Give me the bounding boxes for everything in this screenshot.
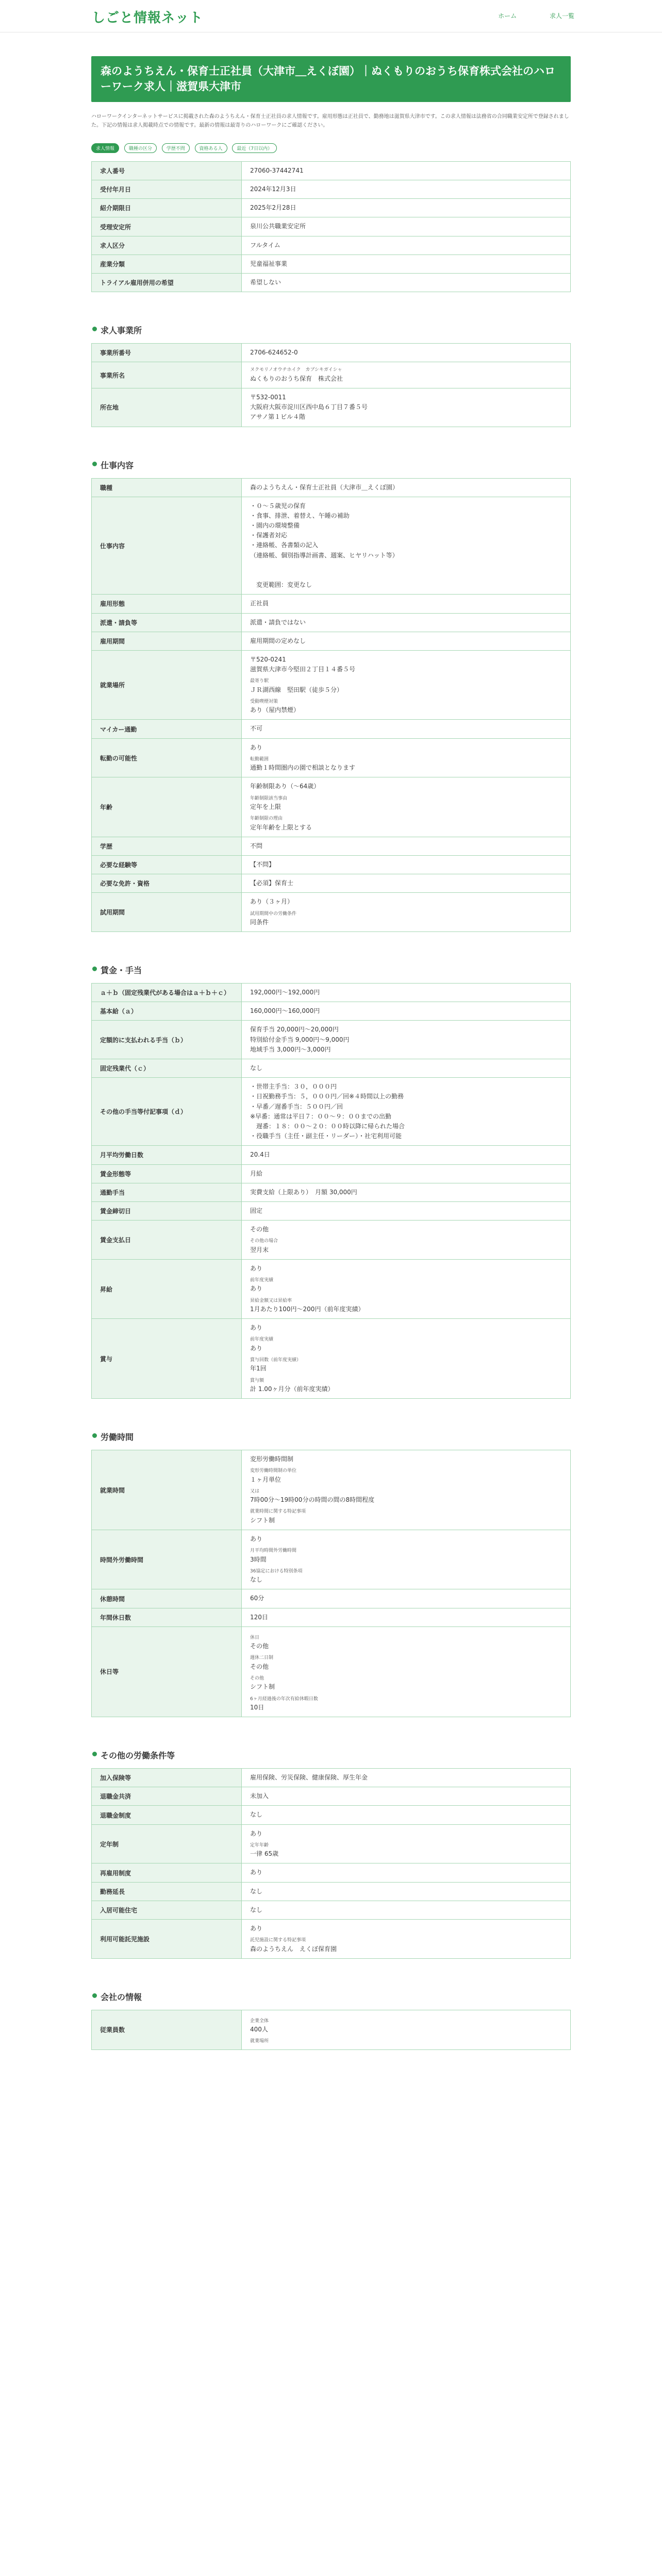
row-label: 学歴 — [92, 837, 242, 855]
row-value: 20.4日 — [250, 1151, 270, 1159]
section-title: 労働時間 — [91, 1431, 571, 1443]
nav-job-list-link[interactable]: 求人一覧 — [549, 12, 574, 20]
section-title: 仕事内容 — [91, 459, 571, 471]
row-value-cell — [242, 1002, 571, 1021]
row-label: 賃金支払日 — [92, 1221, 242, 1260]
row-value: あり — [250, 1869, 263, 1876]
row-sub-value: 定年年齢を上限とする — [250, 823, 312, 831]
section-table — [91, 2010, 571, 2050]
tag[interactable]: 職種の区分 — [124, 143, 157, 153]
row-value-cell — [242, 1824, 571, 1863]
table-row — [92, 855, 571, 874]
row-sub-value: あり — [250, 1344, 263, 1352]
table-row — [92, 1319, 571, 1399]
row-sub-value: １ヶ月単位 — [250, 1476, 282, 1483]
row-value: なし — [250, 1811, 263, 1819]
table-row — [92, 1608, 571, 1626]
table-row — [92, 1901, 571, 1919]
row-value-cell — [242, 161, 571, 180]
row-sub-value: 年1回 — [250, 1365, 267, 1372]
row-label: 賃金形態等 — [92, 1164, 242, 1183]
row-value: 〒520-0241 滋賀県大津市今堅田２丁目１４番５号 — [250, 655, 356, 673]
row-value-cell — [242, 595, 571, 613]
row-value: 192,000円〜192,000円 — [250, 989, 320, 996]
row-value: 27060-37442741 — [250, 166, 304, 174]
row-label: 転勤の可能性 — [92, 738, 242, 777]
row-value-cell — [242, 1863, 571, 1882]
row-label: 利用可能託児施設 — [92, 1919, 242, 1958]
table-row — [92, 738, 571, 777]
row-value: 森のようちえん・保育士正社員（大津市＿えくぼ園） — [250, 483, 399, 491]
section-table — [91, 343, 571, 427]
row-sub-value: その他 — [250, 1663, 269, 1670]
row-value-cell — [242, 388, 571, 427]
row-value: 年齢制限あり（～64歳） — [250, 783, 320, 790]
row-label: 定年制 — [92, 1824, 242, 1863]
row-sub-label: その他 — [250, 1675, 264, 1681]
row-sub-label: 試用期間中の労働条件 — [250, 911, 297, 917]
row-label: 勤務延長 — [92, 1882, 242, 1901]
row-label: 受理安定所 — [92, 217, 242, 236]
row-sub-value: 通勤１時間圏内の園で相談となります — [250, 764, 356, 772]
table-row — [92, 777, 571, 837]
row-value-cell — [242, 1319, 571, 1399]
table-row — [92, 1589, 571, 1608]
row-value-cell — [242, 1626, 571, 1717]
row-value-cell — [242, 1589, 571, 1608]
row-value-cell — [242, 837, 571, 855]
row-sub-label: 6ヶ月経過後の年次有給休暇日数 — [250, 1696, 318, 1702]
row-value-cell — [242, 632, 571, 650]
section-table — [91, 983, 571, 1399]
row-label: 必要な免許・資格 — [92, 874, 242, 893]
section-title: その他の労働条件等 — [91, 1749, 571, 1761]
table-row — [92, 161, 571, 180]
row-label: 産業分類 — [92, 255, 242, 273]
row-value-cell — [242, 497, 571, 595]
row-sub-value: 1月あたり100円〜200円（前年度実績） — [250, 1306, 365, 1313]
header-nav — [467, 11, 574, 20]
row-value-cell — [242, 255, 571, 273]
table-row — [92, 1059, 571, 1078]
table-row — [92, 1259, 571, 1318]
nav-home-link[interactable]: ホーム — [498, 12, 517, 20]
main-content — [91, 56, 571, 2071]
row-value-cell — [242, 236, 571, 255]
row-value-cell — [242, 893, 571, 932]
row-label: 退職金共済 — [92, 1787, 242, 1806]
row-label: マイカー通勤 — [92, 720, 242, 738]
row-value: なし — [250, 1887, 263, 1895]
row-value-cell — [242, 1078, 571, 1146]
row-label: 派遣・請負等 — [92, 613, 242, 632]
row-value-cell — [242, 1901, 571, 1919]
row-label: 就業時間 — [92, 1450, 242, 1530]
row-value: なし — [250, 1906, 263, 1913]
row-label: 休憩時間 — [92, 1589, 242, 1608]
table-row — [92, 478, 571, 497]
row-label: 定額的に支払われる手当（ｂ） — [92, 1021, 242, 1059]
section-table — [91, 1450, 571, 1717]
row-sub-value: あり — [250, 1285, 263, 1293]
table-row — [92, 893, 571, 932]
row-label: ａ＋ｂ（固定残業代がある場合はａ＋ｂ＋ｃ） — [92, 984, 242, 1002]
table-row — [92, 837, 571, 855]
row-value: 雇用保険、労災保険、健康保険、厚生年金 — [250, 1774, 368, 1782]
summary-table — [91, 161, 571, 292]
row-label: 事業所名 — [92, 362, 242, 388]
row-sub-label: 昇給金額又は昇給率 — [250, 1298, 292, 1303]
row-label: 年齢 — [92, 777, 242, 837]
row-value: 2706-624652-0 — [250, 349, 298, 357]
row-value-cell — [242, 274, 571, 292]
row-label: 通勤手当 — [92, 1183, 242, 1201]
row-value: あり — [250, 743, 263, 751]
row-value: ・０～５歳児の保育 ・食事、排泄、着替え、午睡の補助 ・園内の環境整備 ・保護者対応 ・連絡帳、各書類の記入 （連絡帳、個別指導計画書、週案、ヒヤリハット等） 変更範囲：変更なし — [250, 502, 399, 589]
row-label: 職種 — [92, 478, 242, 497]
row-value: ぬくもりのおうち保育 株式会社 — [250, 375, 343, 382]
row-value-cell — [242, 1530, 571, 1589]
row-value-cell — [242, 874, 571, 893]
row-value: 保育手当 20,000円〜20,000円 特別給付金手当 9,000円〜9,000円 地域手当 3,000円〜3,000円 — [250, 1026, 350, 1053]
row-value-cell — [242, 199, 571, 217]
row-label: 退職金制度 — [92, 1806, 242, 1824]
row-sub-value: なし — [250, 1576, 263, 1584]
row-value-cell — [242, 777, 571, 837]
table-row — [92, 595, 571, 613]
row-sub-value: 3時間 — [250, 1555, 267, 1563]
row-label: 年間休日数 — [92, 1608, 242, 1626]
row-value-cell — [242, 217, 571, 236]
row-value: 固定 — [250, 1207, 263, 1214]
row-sub-value: 翌月末 — [250, 1246, 269, 1253]
table-row — [92, 1787, 571, 1806]
row-value: 【必須】保育士 — [250, 879, 294, 887]
table-row — [92, 199, 571, 217]
row-value-cell — [242, 1608, 571, 1626]
table-row — [92, 1146, 571, 1164]
row-value: 未加入 — [250, 1792, 269, 1800]
row-value-cell — [242, 650, 571, 720]
row-value: 【不問】 — [250, 860, 275, 868]
site-header — [0, 0, 662, 32]
row-value-cell — [242, 1183, 571, 1201]
table-row — [92, 1078, 571, 1146]
table-row — [92, 1863, 571, 1882]
table-row — [92, 1002, 571, 1021]
row-label: 仕事内容 — [92, 497, 242, 595]
row-sub-value: その他 — [250, 1642, 269, 1650]
table-row — [92, 2010, 571, 2049]
row-value: あり — [250, 1535, 263, 1543]
row-sub-label: 企業全体 — [250, 2018, 269, 2024]
row-label: 試用期間 — [92, 893, 242, 932]
row-value: 160,000円〜160,000円 — [250, 1007, 320, 1015]
table-row — [92, 1201, 571, 1220]
row-value-cell — [242, 1221, 571, 1260]
row-value-cell — [242, 180, 571, 199]
row-label: 所在地 — [92, 388, 242, 427]
row-value: ・世帯主手当：３０，０００円 ・日祝勤務手当：５，０００円／回※４時間以上の勤務 ・早番／遅番手当：５００円／回 ※早番：通常は平日７：００～９：００までの出勤 遅番：１８：００～２０：００時以降に帰られた場合 ・役職手当（主任・副主任・リーダー）・社宅利用可能 — [250, 1083, 405, 1140]
row-value-cell — [242, 344, 571, 362]
row-sub-value: 10日 — [250, 1703, 264, 1711]
table-row — [92, 344, 571, 362]
row-sub-value: 同条件 — [250, 918, 269, 926]
row-sub-label: 月平均時間外労働時間 — [250, 1548, 297, 1554]
row-sub-label: 年齢制限の理由 — [250, 816, 283, 822]
row-sub-label: 転勤範囲 — [250, 756, 269, 762]
row-sub-label: 年齢制限該当事由 — [250, 795, 288, 801]
table-row — [92, 1806, 571, 1824]
table-row — [92, 217, 571, 236]
table-row — [92, 1626, 571, 1717]
row-value-cell — [242, 738, 571, 777]
row-value: 変形労働時間制 — [250, 1455, 294, 1463]
row-label: 従業員数 — [92, 2010, 242, 2049]
row-value-cell — [242, 1021, 571, 1059]
row-value: 不可 — [250, 725, 263, 733]
row-value: 正社員 — [250, 600, 269, 607]
table-row — [92, 1021, 571, 1059]
tag-list — [91, 143, 571, 153]
row-value: 雇用期間の定めなし — [250, 637, 306, 645]
row-value: 60分 — [250, 1595, 264, 1602]
row-label: 求人区分 — [92, 236, 242, 255]
table-row — [92, 388, 571, 427]
row-sub-label: 最寄り駅 — [250, 679, 269, 684]
row-label: 賞与 — [92, 1319, 242, 1399]
table-row — [92, 1183, 571, 1201]
row-sub-label: 週休二日制 — [250, 1655, 274, 1661]
row-value: フルタイム — [250, 241, 280, 249]
table-row — [92, 632, 571, 650]
row-sub-label: 変形労働時間制の単位 — [250, 1468, 297, 1474]
row-value-cell — [242, 1164, 571, 1183]
row-value-cell — [242, 613, 571, 632]
row-value: 120日 — [250, 1613, 268, 1621]
tag[interactable]: 資格ある人 — [195, 143, 227, 153]
row-value: 実費支給（上限あり） 月額 30,000円 — [250, 1188, 357, 1196]
row-sub-label: 賞与額 — [250, 1378, 264, 1383]
table-row — [92, 874, 571, 893]
row-value-cell — [242, 1806, 571, 1824]
row-sub-label: 託児施設に関する特記事項 — [250, 1938, 306, 1943]
row-value-cell — [242, 362, 571, 388]
row-value: あり — [250, 1324, 263, 1332]
row-value: 泉川公共職業安定所 — [250, 223, 306, 230]
row-sub-value: シフト制 — [250, 1516, 275, 1524]
row-value: 派遣・請負ではない — [250, 618, 306, 626]
table-row — [92, 274, 571, 292]
row-sub-label: 前年度実績 — [250, 1337, 274, 1343]
table-row — [92, 1221, 571, 1260]
row-value-cell — [242, 1259, 571, 1318]
row-sub-label: 前年度実績 — [250, 1278, 274, 1283]
row-sub-label: 賞与回数（前年度実績） — [250, 1357, 302, 1363]
table-row — [92, 650, 571, 720]
site-logo[interactable]: しごと情報ネット — [92, 10, 204, 26]
table-row — [92, 1530, 571, 1589]
table-row — [92, 720, 571, 738]
row-value-cell — [242, 720, 571, 738]
section-title: 賃金・手当 — [91, 964, 571, 976]
row-sub-label: 定年年齢 — [250, 1842, 269, 1848]
row-value: 〒532-0011 大阪府大阪市淀川区西中島６丁目７番５号 アサノ第１ビル４階 — [250, 393, 368, 421]
row-label: 再雇用制度 — [92, 1863, 242, 1882]
row-value-cell — [242, 478, 571, 497]
row-sub-label: 休日 — [250, 1635, 260, 1640]
row-value: 希望しない — [250, 279, 282, 286]
row-sub-value: 400人 — [250, 2026, 268, 2033]
row-value: あり — [250, 1829, 263, 1837]
tag[interactable]: 学歴不問 — [162, 143, 190, 153]
row-sub-value: あり（屋内禁煙） — [250, 706, 300, 714]
row-sub-value: 定年を上限 — [250, 803, 282, 811]
row-sub-value: 7時00分〜19時00分の時間の間の8時間程度 — [250, 1496, 375, 1504]
section-table — [91, 478, 571, 933]
row-label: 賃金締切日 — [92, 1201, 242, 1220]
row-label: 雇用形態 — [92, 595, 242, 613]
row-label: 基本給（ａ） — [92, 1002, 242, 1021]
tag[interactable]: 最近（7日以内） — [232, 143, 277, 153]
table-row — [92, 1164, 571, 1183]
sections — [91, 324, 571, 2050]
row-value: 児童福祉事業 — [250, 260, 288, 267]
row-label: 休日等 — [92, 1626, 242, 1717]
table-row — [92, 180, 571, 199]
row-sub-value: 一律 65歳 — [250, 1850, 279, 1858]
row-label: 必要な経験等 — [92, 855, 242, 874]
row-sub-label: 36協定における特別条項 — [250, 1568, 303, 1574]
row-sub-label: 受動喫煙対策 — [250, 699, 278, 704]
table-row — [92, 984, 571, 1002]
row-value: 不問 — [250, 842, 263, 850]
section-table — [91, 1768, 571, 1959]
row-sub-value: 計 1.00ヶ月分（前年度実績） — [250, 1385, 334, 1393]
row-label: 固定残業代（ｃ） — [92, 1059, 242, 1078]
row-sub-label: 就業時間に関する特記事項 — [250, 1509, 306, 1515]
row-sub-label: 就業場所 — [250, 2039, 269, 2044]
table-row — [92, 1919, 571, 1958]
row-value: 2024年12月3日 — [250, 185, 296, 193]
table-row — [92, 1450, 571, 1530]
table-row — [92, 255, 571, 273]
row-label: 就業場所 — [92, 650, 242, 720]
row-value: 月給 — [250, 1170, 263, 1177]
row-label: 入居可能住宅 — [92, 1901, 242, 1919]
table-row — [92, 613, 571, 632]
lead-text: ハローワークインターネットサービスに掲載された森のようちえん・保育士正社員の求人情報です。雇用形態は正社員で、勤務地は滋賀県大津市です。この求人情報は法務省の合同職業安定所で登録されました。下記の情報は求人掲載時点での情報です。最新の情報は最寄りのハローワークにご確認ください。 — [91, 113, 569, 128]
row-value-cell — [242, 855, 571, 874]
table-row — [92, 1769, 571, 1787]
row-label: トライアル雇用併用の希望 — [92, 274, 242, 292]
row-value: 2025年2月28日 — [250, 204, 296, 212]
row-label: 受付年月日 — [92, 180, 242, 199]
table-row — [92, 497, 571, 595]
row-value-cell — [242, 984, 571, 1002]
row-label: その他の手当等付記事項（ｄ） — [92, 1078, 242, 1146]
row-value: あり — [250, 1264, 263, 1272]
row-value-cell — [242, 1450, 571, 1530]
row-label: 紹介期限日 — [92, 199, 242, 217]
row-label: 求人番号 — [92, 161, 242, 180]
row-sub-value: シフト制 — [250, 1683, 275, 1691]
row-value-cell — [242, 1201, 571, 1220]
table-row — [92, 1824, 571, 1863]
row-label: 時間外労働時間 — [92, 1530, 242, 1589]
row-value: その他 — [250, 1226, 269, 1233]
row-label: 加入保険等 — [92, 1769, 242, 1787]
row-value-cell — [242, 1919, 571, 1958]
section-title: 会社の情報 — [91, 1991, 571, 2003]
row-sub-value: 森のようちえん えくぼ保育園 — [250, 1945, 337, 1953]
row-label: 月平均労働日数 — [92, 1146, 242, 1164]
page-title: 森のようちえん・保育士正社員（大津市＿えくぼ園）｜ぬくもりのおうち保育株式会社のハローワーク求人｜滋賀県大津市 — [91, 56, 571, 102]
row-value: あり — [250, 1924, 263, 1932]
tag[interactable]: 求人情報 — [91, 143, 119, 153]
row-kana: ヌクモリノオウチホイク カブシキガイシャ — [250, 367, 342, 373]
section-title: 求人事業所 — [91, 324, 571, 336]
row-sub-label: その他の場合 — [250, 1239, 278, 1244]
table-row — [92, 1882, 571, 1901]
row-sub-label: 又は — [250, 1488, 260, 1494]
row-label: 昇給 — [92, 1259, 242, 1318]
row-value-cell — [242, 2010, 571, 2049]
row-value-cell — [242, 1059, 571, 1078]
row-label: 事業所番号 — [92, 344, 242, 362]
row-sub-value: ＪＲ湖西線 堅田駅（徒歩５分） — [250, 686, 343, 693]
row-label: 雇用期間 — [92, 632, 242, 650]
table-row — [92, 362, 571, 388]
row-value-cell — [242, 1769, 571, 1787]
row-value: なし — [250, 1064, 263, 1072]
row-value-cell — [242, 1882, 571, 1901]
row-value: あり（３ヶ月） — [250, 898, 294, 906]
row-value-cell — [242, 1787, 571, 1806]
row-value-cell — [242, 1146, 571, 1164]
table-row — [92, 236, 571, 255]
